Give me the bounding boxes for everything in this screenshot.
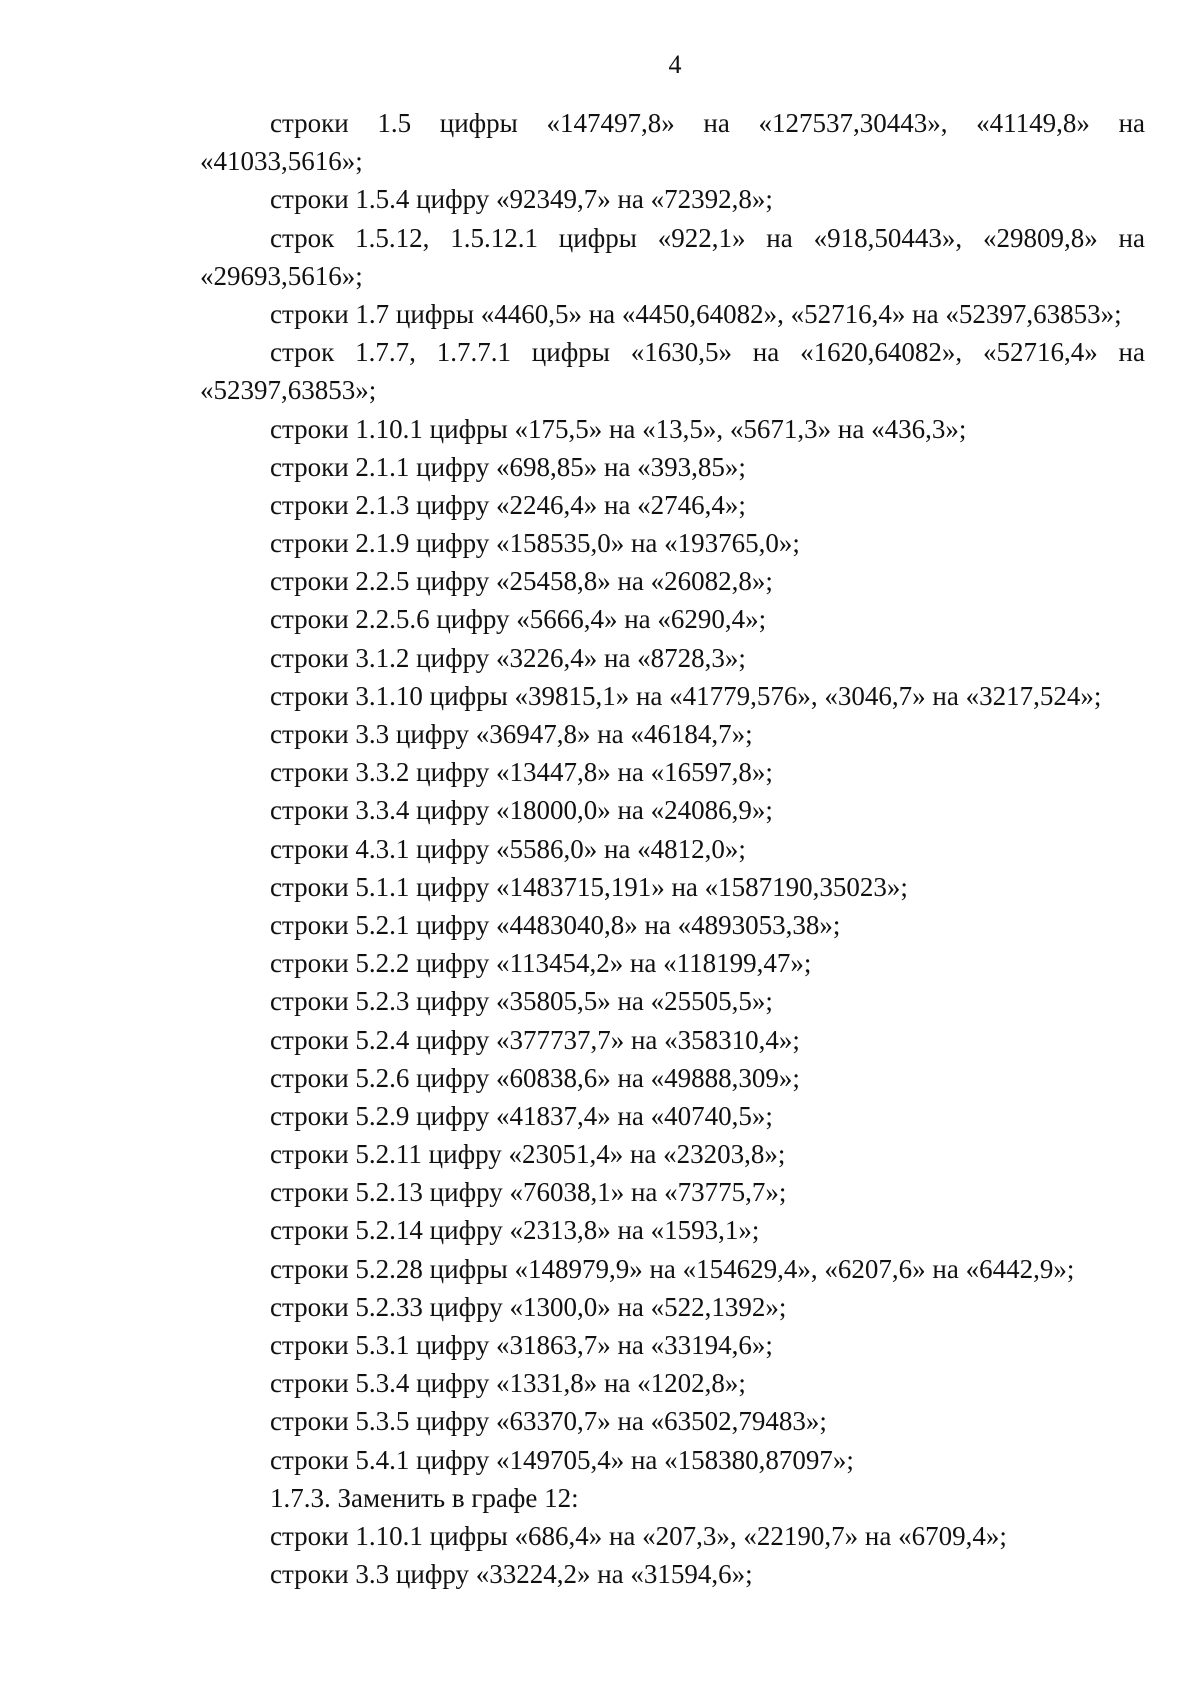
paragraph-line: строки 5.2.9 цифру «41837,4» на «40740,5»; — [270, 1100, 773, 1131]
amendment-paragraph — [200, 1364, 1145, 1402]
amendment-paragraph — [200, 600, 1145, 638]
paragraph-line: строки 5.2.11 цифру «23051,4» на «23203,8»; — [270, 1139, 786, 1170]
amendment-paragraph — [200, 295, 1145, 333]
paragraph-line: строки 5.2.33 цифру «1300,0» на «522,1392»; — [270, 1291, 787, 1322]
amendment-paragraph — [200, 944, 1145, 982]
paragraph-line: строки 2.1.9 цифру «158535,0» на «193765,0»; — [270, 528, 800, 559]
amendment-paragraph — [200, 1135, 1145, 1173]
amendment-paragraph — [200, 486, 1145, 524]
amendment-paragraph — [200, 1326, 1145, 1364]
paragraph-line: строки 2.2.5.6 цифру «5666,4» на «6290,4»; — [270, 604, 767, 635]
amendment-paragraph — [200, 180, 1145, 218]
paragraph-line: строки 5.2.6 цифру «60838,6» на «49888,309»; — [270, 1062, 800, 1093]
paragraph-continuation-line: «52397,63853»; — [200, 375, 377, 406]
paragraph-line: строки 1.5 цифры «147497,8» на «127537,30443», «41149,8» на — [270, 108, 1145, 138]
amendment-paragraph — [200, 791, 1145, 829]
amendment-paragraph — [200, 219, 1145, 295]
paragraph-line: строки 3.3 цифру «36947,8» на «46184,7»; — [270, 719, 753, 749]
page-number: 4 — [668, 50, 682, 79]
paragraph-line: строки 5.2.13 цифру «76038,1» на «73775,7»; — [270, 1177, 787, 1208]
paragraph-line: строки 5.2.28 цифры «148979,9» на «154629,4», «6207,6» на «6442,9»; — [270, 1253, 1075, 1284]
amendment-paragraph — [200, 1021, 1145, 1059]
amendment-paragraph — [200, 1059, 1145, 1097]
amendment-paragraph — [200, 868, 1145, 906]
amendment-paragraph — [200, 410, 1145, 448]
paragraph-line: строки 3.3.2 цифру «13447,8» на «16597,8»; — [270, 757, 773, 788]
amendment-paragraph — [200, 562, 1145, 600]
amendment-paragraph — [200, 639, 1145, 677]
amendment-paragraph — [200, 104, 1145, 180]
paragraph-line: 1.7.3. Заменить в графе 12: — [270, 1482, 579, 1513]
paragraph-line: строки 3.3.4 цифру «18000,0» на «24086,9»; — [270, 795, 773, 826]
amendment-paragraph — [200, 715, 1145, 753]
paragraph-line: строки 3.1.2 цифру «3226,4» на «8728,3»; — [270, 642, 746, 673]
paragraph-line: строки 5.2.2 цифру «113454,2» на «118199,47»; — [270, 948, 812, 979]
amendment-paragraph — [200, 1173, 1145, 1211]
paragraph-line: строки 1.5.4 цифру «92349,7» на «72392,8»; — [270, 184, 773, 215]
paragraph-continuation-line: «41033,5616»; — [200, 146, 363, 177]
amendment-paragraph — [200, 1517, 1145, 1555]
paragraph-line: строки 5.1.1 цифру «1483715,191» на «1587190,35023»; — [270, 871, 908, 902]
paragraph-line: строки 5.4.1 цифру «149705,4» на «158380,87097»; — [270, 1444, 854, 1475]
amendment-paragraph — [200, 753, 1145, 791]
paragraph-line: строки 3.1.10 цифры «39815,1» на «41779,576», «3046,7» на «3217,524»; — [270, 680, 1102, 711]
paragraph-line: строки 5.3.5 цифру «63370,7» на «63502,79483»; — [270, 1406, 827, 1437]
amendment-paragraph — [200, 1250, 1145, 1288]
paragraph-line: строки 3.3 цифру «33224,2» на «31594,6»; — [270, 1559, 753, 1590]
amendment-paragraph — [200, 524, 1145, 562]
paragraph-line: строки 5.2.4 цифру «377737,7» на «358310,4»; — [270, 1024, 800, 1055]
amendment-paragraph — [200, 1479, 1145, 1517]
document-body — [200, 104, 1145, 1593]
paragraph-line: строки 5.2.14 цифру «2313,8» на «1593,1»; — [270, 1215, 760, 1246]
amendment-paragraph — [200, 1288, 1145, 1326]
amendment-paragraph — [200, 830, 1145, 868]
paragraph-line: строки 5.2.1 цифру «4483040,8» на «4893053,38»; — [270, 909, 841, 940]
paragraph-continuation-line: «29693,5616»; — [200, 260, 363, 291]
paragraph-line: строк 1.5.12, 1.5.12.1 цифры «922,1» на «918,50443», «29809,8» на — [270, 222, 1145, 253]
paragraph-line: строки 2.2.5 цифру «25458,8» на «26082,8»; — [270, 566, 773, 597]
paragraph-line: строки 1.7 цифры «4460,5» на «4450,64082», «52716,4» на «52397,63853»; — [270, 298, 1122, 329]
amendment-paragraph — [200, 1555, 1145, 1593]
paragraph-line: строки 1.10.1 цифры «686,4» на «207,3», «22190,7» на «6709,4»; — [270, 1520, 1007, 1551]
paragraph-line: строк 1.7.7, 1.7.7.1 цифры «1630,5» на «1620,64082», «52716,4» на — [270, 337, 1145, 368]
amendment-paragraph — [200, 677, 1145, 715]
amendment-paragraph — [200, 1441, 1145, 1479]
paragraph-line: строки 5.3.4 цифру «1331,8» на «1202,8»; — [270, 1368, 746, 1399]
amendment-paragraph — [200, 448, 1145, 486]
paragraph-line: строки 5.2.3 цифру «35805,5» на «25505,5»; — [270, 986, 773, 1017]
amendment-paragraph — [200, 333, 1145, 409]
amendment-paragraph — [200, 1097, 1145, 1135]
paragraph-line: строки 2.1.3 цифру «2246,4» на «2746,4»; — [270, 489, 746, 520]
paragraph-line: строки 1.10.1 цифры «175,5» на «13,5», «5671,3» на «436,3»; — [270, 413, 967, 444]
paragraph-line: строки 2.1.1 цифру «698,85» на «393,85»; — [270, 451, 746, 482]
amendment-paragraph — [200, 1211, 1145, 1249]
amendment-paragraph — [200, 1402, 1145, 1440]
paragraph-line: строки 5.3.1 цифру «31863,7» на «33194,6»; — [270, 1330, 773, 1360]
amendment-paragraph — [200, 906, 1145, 944]
paragraph-line: строки 4.3.1 цифру «5586,0» на «4812,0»; — [270, 833, 746, 864]
amendment-paragraph — [200, 982, 1145, 1020]
